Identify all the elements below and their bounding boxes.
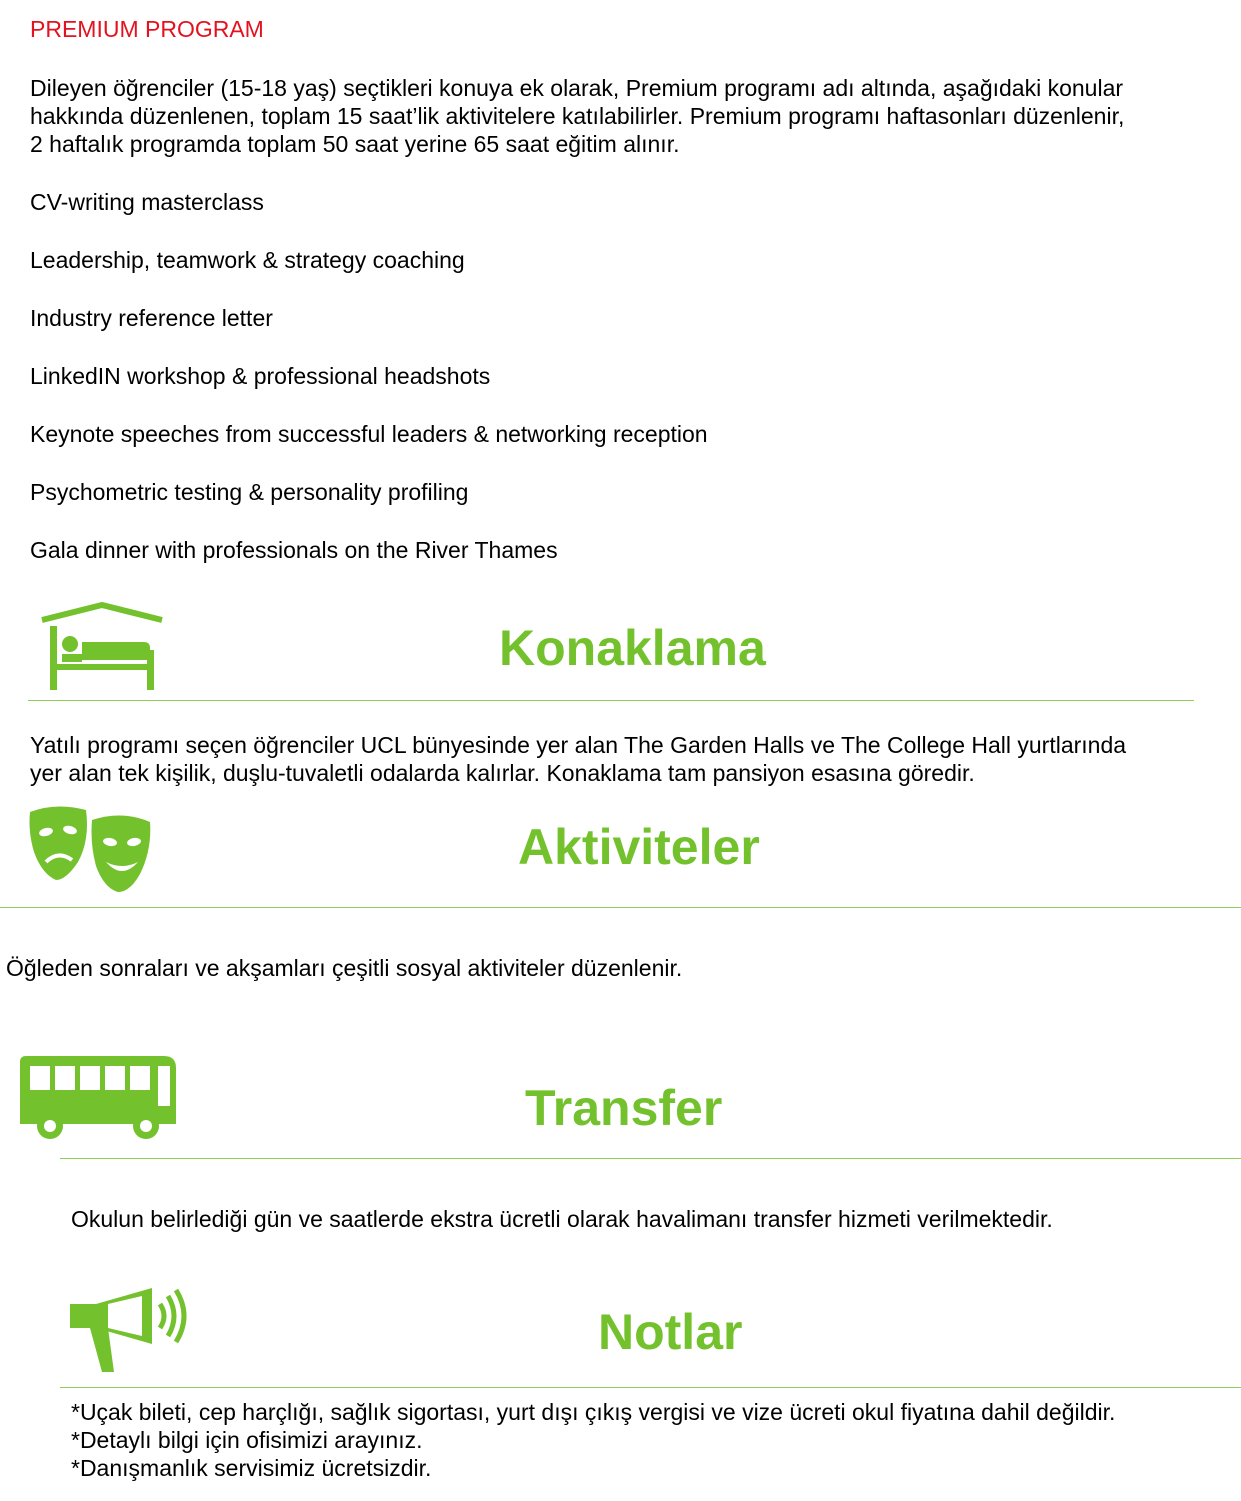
accommodation-line: Yatılı programı seçen öğrenciler UCL bünyesinde yer alan The Garden Halls ve The College Hall yurtlarında: [30, 732, 1127, 758]
list-item: Gala dinner with professionals on the River Thames: [30, 537, 558, 563]
transfer-text: Okulun belirlediği gün ve saatlerde ekstra ücretli olarak havalimanı transfer hizmeti verilmektedir.: [71, 1206, 1053, 1232]
note-line: *Uçak bileti, cep harçlığı, sağlık sigortası, yurt dışı çıkış vergisi ve vize ücreti okul fiyatına dahil değildir.: [71, 1399, 1116, 1425]
list-item: CV-writing masterclass: [30, 189, 264, 215]
premium-title: PREMIUM PROGRAM: [30, 16, 264, 42]
list-item: Leadership, teamwork & strategy coaching: [30, 247, 465, 273]
premium-intro-line: Dileyen öğrenciler (15-18 yaş) seçtikleri konuya ek olarak, Premium programı adı altında, aşağıdaki konular: [30, 75, 1124, 101]
bus-icon: [18, 1054, 178, 1140]
note-line: *Danışmanlık servisimiz ücretsizdir.: [71, 1455, 432, 1481]
megaphone-icon: [68, 1286, 188, 1376]
accommodation-line: yer alan tek kişilik, duşlu-tuvaletli odalarda kalırlar. Konaklama tam pansiyon esasına göredir.: [30, 760, 975, 786]
section-heading-aktiviteler: Aktiviteler: [518, 819, 760, 875]
divider: [60, 1158, 1241, 1159]
theater-masks-icon: [26, 800, 154, 894]
divider: [28, 700, 1194, 701]
divider: [60, 1387, 1241, 1388]
section-heading-transfer: Transfer: [525, 1080, 723, 1136]
bed-icon: [40, 602, 164, 692]
section-heading-notlar: Notlar: [598, 1304, 743, 1360]
note-line: *Detaylı bilgi için ofisimizi arayınız.: [71, 1427, 423, 1453]
activities-text: Öğleden sonraları ve akşamları çeşitli sosyal aktiviteler düzenlenir.: [6, 955, 683, 981]
list-item: Psychometric testing & personality profiling: [30, 479, 469, 505]
list-item: Industry reference letter: [30, 305, 273, 331]
premium-intro-line: 2 haftalık programda toplam 50 saat yerine 65 saat eğitim alınır.: [30, 131, 680, 157]
divider: [0, 907, 1241, 908]
list-item: LinkedIN workshop & professional headshots: [30, 363, 491, 389]
section-heading-konaklama: Konaklama: [499, 620, 766, 676]
premium-intro-line: hakkında düzenlenen, toplam 15 saat’lik aktivitelere katılabilirler. Premium programı haftasonları düzenlenir,: [30, 103, 1125, 129]
list-item: Keynote speeches from successful leaders & networking reception: [30, 421, 708, 447]
